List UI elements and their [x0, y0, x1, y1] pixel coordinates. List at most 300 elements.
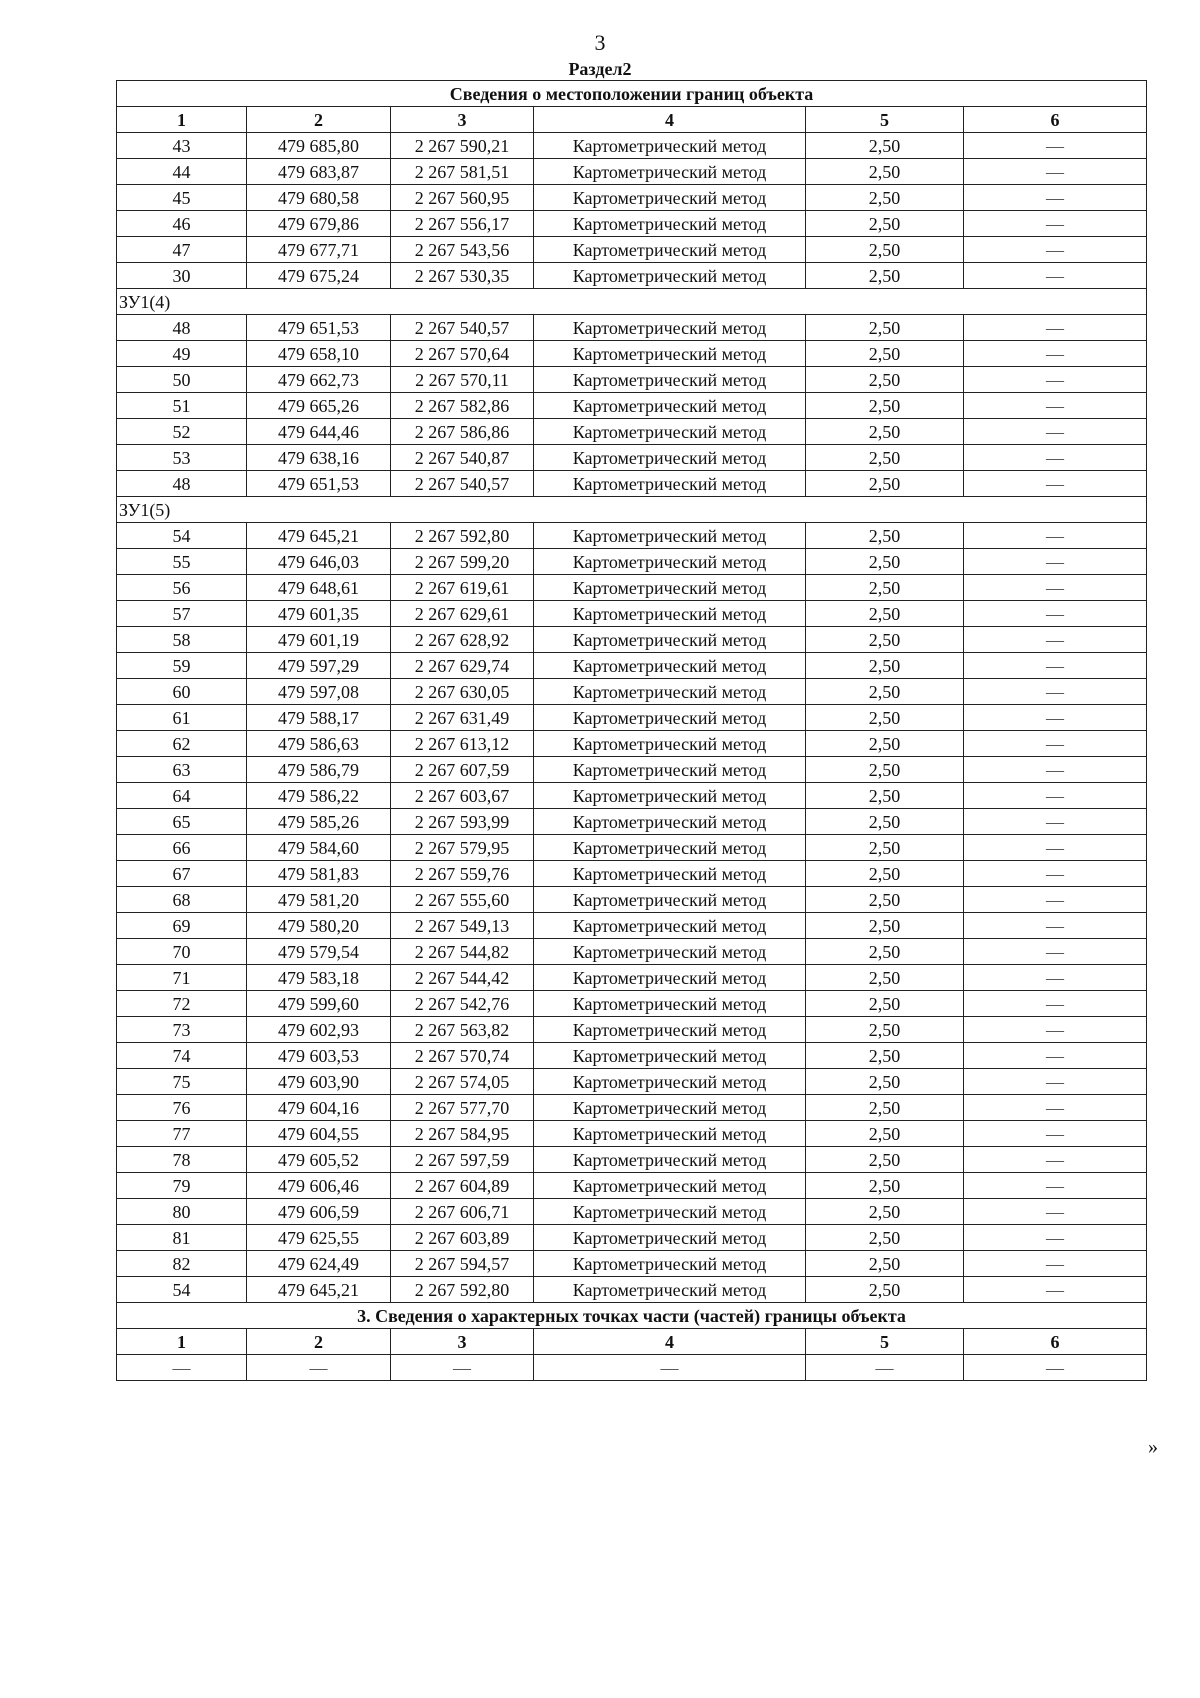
table-cell: 479 581,20	[247, 887, 391, 913]
parts-title: 3. Сведения о характерных точках части (частей) границы объекта	[117, 1303, 1147, 1329]
table-cell: Картометрический метод	[534, 1225, 806, 1251]
table-cell: 479 645,21	[247, 1277, 391, 1303]
table-cell: Картометрический метод	[534, 913, 806, 939]
table-cell: 58	[117, 627, 247, 653]
table-cell: Картометрический метод	[534, 1277, 806, 1303]
table-cell: 479 605,52	[247, 1147, 391, 1173]
table-cell: —	[964, 991, 1147, 1017]
table-cell: 479 579,54	[247, 939, 391, 965]
table-row	[117, 757, 1147, 783]
table-cell: 2,50	[806, 653, 964, 679]
table-cell: 2 267 570,11	[391, 367, 534, 393]
table-cell: Картометрический метод	[534, 783, 806, 809]
table-cell: 2,50	[806, 237, 964, 263]
table-cell: —	[964, 1121, 1147, 1147]
table-cell: 479 606,46	[247, 1173, 391, 1199]
table-cell: 30	[117, 263, 247, 289]
table-cell: 2 267 613,12	[391, 731, 534, 757]
table-cell: 2 267 549,13	[391, 913, 534, 939]
table-row	[117, 991, 1147, 1017]
table-cell: —	[964, 809, 1147, 835]
table-cell: —	[964, 185, 1147, 211]
table-cell: 479 644,46	[247, 419, 391, 445]
table-cell: 81	[117, 1225, 247, 1251]
table-cell: —	[964, 419, 1147, 445]
table-cell: 2 267 542,76	[391, 991, 534, 1017]
table-row	[117, 939, 1147, 965]
table-cell: 43	[117, 133, 247, 159]
table-cell: 479 602,93	[247, 1017, 391, 1043]
table-cell: 2 267 579,95	[391, 835, 534, 861]
table-row	[117, 965, 1147, 991]
table-cell: 2,50	[806, 1043, 964, 1069]
table-cell: 2,50	[806, 185, 964, 211]
group-label: ЗУ1(5)	[117, 497, 1147, 523]
table-cell: —	[964, 315, 1147, 341]
table-cell: Картометрический метод	[534, 211, 806, 237]
parts-column-header: 2	[247, 1329, 391, 1355]
table-cell: Картометрический метод	[534, 679, 806, 705]
table-cell: 479 683,87	[247, 159, 391, 185]
table-cell: 2 267 582,86	[391, 393, 534, 419]
table-cell: Картометрический метод	[534, 939, 806, 965]
table-cell: 2,50	[806, 939, 964, 965]
table-row	[117, 861, 1147, 887]
table-cell: 2 267 577,70	[391, 1095, 534, 1121]
parts-row	[117, 1355, 1147, 1381]
table-cell: 2,50	[806, 445, 964, 471]
table-cell: —	[964, 523, 1147, 549]
table-cell: 2,50	[806, 913, 964, 939]
table-cell: —	[964, 211, 1147, 237]
table-cell: 2 267 619,61	[391, 575, 534, 601]
table-cell: 2 267 586,86	[391, 419, 534, 445]
table-cell: 65	[117, 809, 247, 835]
table-row	[117, 835, 1147, 861]
table-cell: —	[964, 1095, 1147, 1121]
table-cell: —	[964, 549, 1147, 575]
table-cell: 70	[117, 939, 247, 965]
table-row	[117, 653, 1147, 679]
table-cell: —	[964, 757, 1147, 783]
table-cell: 2,50	[806, 159, 964, 185]
table-cell: 479 646,03	[247, 549, 391, 575]
table-cell: —	[964, 1017, 1147, 1043]
table-cell: Картометрический метод	[534, 471, 806, 497]
table-cell: Картометрический метод	[534, 887, 806, 913]
table-cell: 479 645,21	[247, 523, 391, 549]
table-cell: —	[964, 237, 1147, 263]
table-row	[117, 1147, 1147, 1173]
table-cell: 479 588,17	[247, 705, 391, 731]
table-cell: 479 658,10	[247, 341, 391, 367]
table-cell: 73	[117, 1017, 247, 1043]
table-cell: 479 601,19	[247, 627, 391, 653]
table-cell: Картометрический метод	[534, 1199, 806, 1225]
table-cell: 479 651,53	[247, 471, 391, 497]
parts-cell: —	[806, 1355, 964, 1381]
table-cell: 2,50	[806, 705, 964, 731]
table-row	[117, 1277, 1147, 1303]
table-cell: 45	[117, 185, 247, 211]
table-cell: —	[964, 1277, 1147, 1303]
table-row	[117, 159, 1147, 185]
table-row	[117, 393, 1147, 419]
table-cell: 48	[117, 315, 247, 341]
table-cell: —	[964, 159, 1147, 185]
parts-column-header: 3	[391, 1329, 534, 1355]
table-cell: 2 267 556,17	[391, 211, 534, 237]
table-row	[117, 445, 1147, 471]
table-cell: 62	[117, 731, 247, 757]
table-cell: 68	[117, 887, 247, 913]
table-row	[117, 1225, 1147, 1251]
table-cell: 2,50	[806, 1199, 964, 1225]
table-cell: Картометрический метод	[534, 1173, 806, 1199]
parts-table-body	[117, 1303, 1147, 1381]
table-cell: 2 267 559,76	[391, 861, 534, 887]
table-cell: 2,50	[806, 549, 964, 575]
table-cell: Картометрический метод	[534, 263, 806, 289]
table-row	[117, 1069, 1147, 1095]
table-cell: 2 267 597,59	[391, 1147, 534, 1173]
table-cell: Картометрический метод	[534, 185, 806, 211]
table-cell: —	[964, 263, 1147, 289]
closing-quote: »	[1148, 1436, 1158, 1458]
page-number: 3	[594, 30, 606, 55]
table-cell: 2 267 590,21	[391, 133, 534, 159]
table-cell: 2,50	[806, 133, 964, 159]
table-row	[117, 133, 1147, 159]
table-cell: 479 606,59	[247, 1199, 391, 1225]
table-cell: —	[964, 1173, 1147, 1199]
table-cell: 2,50	[806, 341, 964, 367]
table-cell: Картометрический метод	[534, 1121, 806, 1147]
parts-column-header: 1	[117, 1329, 247, 1355]
table-cell: 2,50	[806, 1121, 964, 1147]
parts-column-header: 5	[806, 1329, 964, 1355]
table-cell: 479 604,16	[247, 1095, 391, 1121]
column-header: 2	[247, 107, 391, 133]
table-cell: 2,50	[806, 1251, 964, 1277]
table-cell: —	[964, 835, 1147, 861]
table-cell: —	[964, 627, 1147, 653]
table-row	[117, 601, 1147, 627]
table-cell: Картометрический метод	[534, 1095, 806, 1121]
table-cell: Картометрический метод	[534, 965, 806, 991]
table-cell: —	[964, 1251, 1147, 1277]
table-cell: 2 267 530,35	[391, 263, 534, 289]
table-row	[117, 1095, 1147, 1121]
table-cell: 2,50	[806, 1147, 964, 1173]
column-header: 4	[534, 107, 806, 133]
table-cell: 479 586,63	[247, 731, 391, 757]
parts-cell: —	[391, 1355, 534, 1381]
table-row	[117, 211, 1147, 237]
table-cell: 2 267 555,60	[391, 887, 534, 913]
table-cell: 2,50	[806, 419, 964, 445]
parts-header-row	[117, 1329, 1147, 1355]
group-label: ЗУ1(4)	[117, 289, 1147, 315]
column-header: 6	[964, 107, 1147, 133]
table-cell: 2,50	[806, 471, 964, 497]
table-cell: 2 267 606,71	[391, 1199, 534, 1225]
table-cell: 59	[117, 653, 247, 679]
table-cell: 2,50	[806, 1095, 964, 1121]
table-cell: 2,50	[806, 809, 964, 835]
table-cell: —	[964, 133, 1147, 159]
table-cell: 479 580,20	[247, 913, 391, 939]
parts-column-header: 4	[534, 1329, 806, 1355]
table-cell: Картометрический метод	[534, 601, 806, 627]
table-cell: 55	[117, 549, 247, 575]
table-cell: 60	[117, 679, 247, 705]
table-cell: 50	[117, 367, 247, 393]
table-row	[117, 783, 1147, 809]
table-title-row	[117, 81, 1147, 107]
table-cell: —	[964, 601, 1147, 627]
table-cell: 2 267 544,42	[391, 965, 534, 991]
table-cell: Картометрический метод	[534, 549, 806, 575]
table-cell: 46	[117, 211, 247, 237]
table-row	[117, 1043, 1147, 1069]
table-row	[117, 419, 1147, 445]
table-cell: 61	[117, 705, 247, 731]
table-cell: 479 583,18	[247, 965, 391, 991]
table-cell: 80	[117, 1199, 247, 1225]
table-cell: Картометрический метод	[534, 705, 806, 731]
table-title: Сведения о местоположении границ объекта	[117, 81, 1147, 107]
table-row	[117, 1199, 1147, 1225]
table-cell: —	[964, 653, 1147, 679]
table-cell: 2 267 592,80	[391, 523, 534, 549]
table-cell: Картометрический метод	[534, 315, 806, 341]
table-cell: 2,50	[806, 757, 964, 783]
table-cell: 2 267 584,95	[391, 1121, 534, 1147]
table-cell: 2,50	[806, 1017, 964, 1043]
table-cell: 2 267 563,82	[391, 1017, 534, 1043]
table-cell: 2 267 560,95	[391, 185, 534, 211]
table-cell: Картометрический метод	[534, 159, 806, 185]
table-cell: Картометрический метод	[534, 1043, 806, 1069]
table-cell: 2 267 629,61	[391, 601, 534, 627]
table-cell: 2,50	[806, 887, 964, 913]
table-cell: 47	[117, 237, 247, 263]
table-cell: 2,50	[806, 367, 964, 393]
table-cell: —	[964, 471, 1147, 497]
table-cell: 2 267 630,05	[391, 679, 534, 705]
table-cell: 479 648,61	[247, 575, 391, 601]
table-cell: 2 267 604,89	[391, 1173, 534, 1199]
table-cell: Картометрический метод	[534, 627, 806, 653]
table-row	[117, 549, 1147, 575]
table-cell: 52	[117, 419, 247, 445]
table-cell: 2 267 607,59	[391, 757, 534, 783]
table-cell: —	[964, 783, 1147, 809]
table-row	[117, 315, 1147, 341]
table-cell: 479 638,16	[247, 445, 391, 471]
table-row	[117, 471, 1147, 497]
table-cell: Картометрический метод	[534, 1069, 806, 1095]
table-cell: 54	[117, 523, 247, 549]
table-cell: Картометрический метод	[534, 575, 806, 601]
table-cell: 2,50	[806, 315, 964, 341]
table-cell: Картометрический метод	[534, 757, 806, 783]
table-cell: —	[964, 705, 1147, 731]
table-cell: 2,50	[806, 991, 964, 1017]
table-cell: —	[964, 1147, 1147, 1173]
table-cell: 2 267 544,82	[391, 939, 534, 965]
table-cell: 2 267 574,05	[391, 1069, 534, 1095]
table-cell: 2,50	[806, 627, 964, 653]
table-cell: —	[964, 965, 1147, 991]
table-cell: 479 651,53	[247, 315, 391, 341]
table-row	[117, 809, 1147, 835]
table-row	[117, 1173, 1147, 1199]
table-cell: 2 267 603,67	[391, 783, 534, 809]
table-cell: 57	[117, 601, 247, 627]
table-row	[117, 341, 1147, 367]
table-cell: —	[964, 913, 1147, 939]
table-cell: 66	[117, 835, 247, 861]
table-cell: Картометрический метод	[534, 419, 806, 445]
table-cell: 479 675,24	[247, 263, 391, 289]
table-cell: 479 597,08	[247, 679, 391, 705]
table-row	[117, 1121, 1147, 1147]
table-cell: 2,50	[806, 679, 964, 705]
table-cell: 2,50	[806, 211, 964, 237]
table-cell: 56	[117, 575, 247, 601]
table-cell: 2,50	[806, 1173, 964, 1199]
table-cell: —	[964, 1199, 1147, 1225]
table-cell: 2 267 629,74	[391, 653, 534, 679]
table-cell: 2 267 593,99	[391, 809, 534, 835]
parts-cell: —	[964, 1355, 1147, 1381]
table-cell: 2,50	[806, 601, 964, 627]
table-cell: 2 267 543,56	[391, 237, 534, 263]
table-cell: 2 267 599,20	[391, 549, 534, 575]
column-header: 1	[117, 107, 247, 133]
table-row	[117, 627, 1147, 653]
table-cell: 479 665,26	[247, 393, 391, 419]
table-cell: 71	[117, 965, 247, 991]
table-cell: 479 601,35	[247, 601, 391, 627]
table-cell: —	[964, 445, 1147, 471]
table-cell: 479 586,22	[247, 783, 391, 809]
table-row	[117, 887, 1147, 913]
table-cell: 82	[117, 1251, 247, 1277]
parts-column-header: 6	[964, 1329, 1147, 1355]
table-cell: 49	[117, 341, 247, 367]
table-cell: 479 584,60	[247, 835, 391, 861]
table-cell: 2 267 540,57	[391, 315, 534, 341]
table-cell: 63	[117, 757, 247, 783]
table-cell: 479 585,26	[247, 809, 391, 835]
table-cell: 479 625,55	[247, 1225, 391, 1251]
table-cell: 44	[117, 159, 247, 185]
parts-cell: —	[534, 1355, 806, 1381]
table-cell: —	[964, 1043, 1147, 1069]
table-cell: 2,50	[806, 835, 964, 861]
table-cell: 479 597,29	[247, 653, 391, 679]
table-cell: 51	[117, 393, 247, 419]
parts-title-row	[117, 1303, 1147, 1329]
table-cell: 2 267 628,92	[391, 627, 534, 653]
table-row	[117, 913, 1147, 939]
table-cell: 2 267 570,64	[391, 341, 534, 367]
table-cell: 2,50	[806, 965, 964, 991]
table-cell: 2,50	[806, 523, 964, 549]
table-cell: Картометрический метод	[534, 445, 806, 471]
table-cell: 74	[117, 1043, 247, 1069]
table-cell: —	[964, 575, 1147, 601]
table-row	[117, 523, 1147, 549]
table-cell: 2 267 581,51	[391, 159, 534, 185]
table-cell: 2,50	[806, 1225, 964, 1251]
table-cell: 479 603,53	[247, 1043, 391, 1069]
table-cell: 479 685,80	[247, 133, 391, 159]
table-cell: Картометрический метод	[534, 237, 806, 263]
column-header: 5	[806, 107, 964, 133]
table-row	[117, 575, 1147, 601]
table-row	[117, 185, 1147, 211]
table-cell: 77	[117, 1121, 247, 1147]
table-row	[117, 1017, 1147, 1043]
table-cell: 67	[117, 861, 247, 887]
parts-cell: —	[117, 1355, 247, 1381]
section-title: Раздел2	[568, 59, 632, 79]
table-cell: —	[964, 679, 1147, 705]
table-cell: 53	[117, 445, 247, 471]
table-cell: 2,50	[806, 731, 964, 757]
table-cell: Картометрический метод	[534, 341, 806, 367]
table-row	[117, 367, 1147, 393]
table-cell: 64	[117, 783, 247, 809]
table-cell: Картометрический метод	[534, 731, 806, 757]
table-row	[117, 705, 1147, 731]
table-cell: 48	[117, 471, 247, 497]
table-cell: 479 662,73	[247, 367, 391, 393]
table-cell: —	[964, 341, 1147, 367]
table-cell: —	[964, 1225, 1147, 1251]
table-cell: 2 267 570,74	[391, 1043, 534, 1069]
column-header-row	[117, 107, 1147, 133]
group-row	[117, 497, 1147, 523]
table-cell: 479 679,86	[247, 211, 391, 237]
table-cell: —	[964, 939, 1147, 965]
table-cell: —	[964, 861, 1147, 887]
table-cell: —	[964, 887, 1147, 913]
table-cell: Картометрический метод	[534, 1251, 806, 1277]
table-cell: 2 267 592,80	[391, 1277, 534, 1303]
table-cell: 69	[117, 913, 247, 939]
table-cell: 2,50	[806, 861, 964, 887]
table-cell: 479 603,90	[247, 1069, 391, 1095]
coordinates-table	[116, 80, 1147, 1381]
table-cell: —	[964, 1069, 1147, 1095]
table-cell: 75	[117, 1069, 247, 1095]
table-cell: Картометрический метод	[534, 367, 806, 393]
table-cell: 2,50	[806, 575, 964, 601]
table-cell: Картометрический метод	[534, 861, 806, 887]
table-cell: 78	[117, 1147, 247, 1173]
group-row	[117, 289, 1147, 315]
table-cell: 2,50	[806, 783, 964, 809]
table-cell: 2,50	[806, 1069, 964, 1095]
table-cell: 2 267 631,49	[391, 705, 534, 731]
table-cell: 2 267 540,87	[391, 445, 534, 471]
parts-cell: —	[247, 1355, 391, 1381]
